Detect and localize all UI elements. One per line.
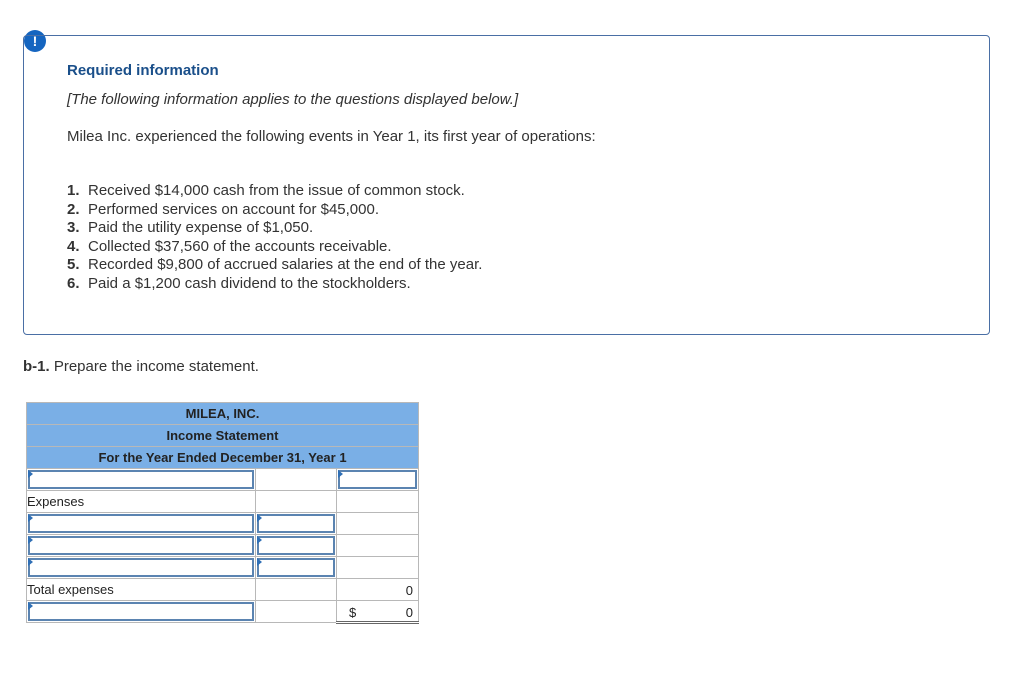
question-prompt: b-1. Prepare the income statement. [23,358,259,375]
expense-amount-input-3[interactable] [257,558,335,577]
expense-amount-input-1[interactable] [257,514,335,533]
table-row [27,601,419,623]
info-title: Required information [67,62,219,79]
exclamation-icon: ! [24,30,46,52]
net-income-label-input[interactable] [28,602,254,621]
info-note: [The following information applies to the questions displayed below.] [67,91,519,108]
list-item: 4. Collected $37,560 of the accounts receivable. [67,237,392,255]
total-expenses-value: 0 [405,583,413,598]
expense-account-input-3[interactable] [28,558,254,577]
revenue-amount-input[interactable] [338,470,417,489]
table-row [27,469,419,491]
list-item: 5. Recorded $9,800 of accrued salaries at the end of the year. [67,256,483,274]
total-expenses-label: Total expenses [27,579,256,601]
table-row [27,535,419,557]
list-item: 3. Paid the utility expense of $1,050. [67,219,314,237]
table-row [27,513,419,535]
table-row [27,557,419,579]
required-information-box [23,35,990,335]
list-item: 6. Paid a $1,200 cash dividend to the stockholders. [67,274,411,292]
expenses-label: Expenses [27,491,256,513]
statement-period: For the Year Ended December 31, Year 1 [27,447,419,469]
expense-amount-input-2[interactable] [257,536,335,555]
company-name: MILEA, INC. [27,403,419,425]
table-row [27,579,419,601]
list-item: 1. Received $14,000 cash from the issue of common stock. [67,182,465,199]
statement-title: Income Statement [27,425,419,447]
list-item: 2. Performed services on account for $45,000. [67,200,379,218]
revenue-account-input[interactable] [28,470,254,489]
currency-symbol: $ [349,605,357,620]
table-row [27,491,419,513]
expense-account-input-2[interactable] [28,536,254,555]
events-list [67,182,482,294]
income-statement-table [26,402,419,624]
info-intro: Milea Inc. experienced the following events in Year 1, its first year of operations: [67,128,596,145]
expense-account-input-1[interactable] [28,514,254,533]
net-income-value: 0 [405,605,413,620]
